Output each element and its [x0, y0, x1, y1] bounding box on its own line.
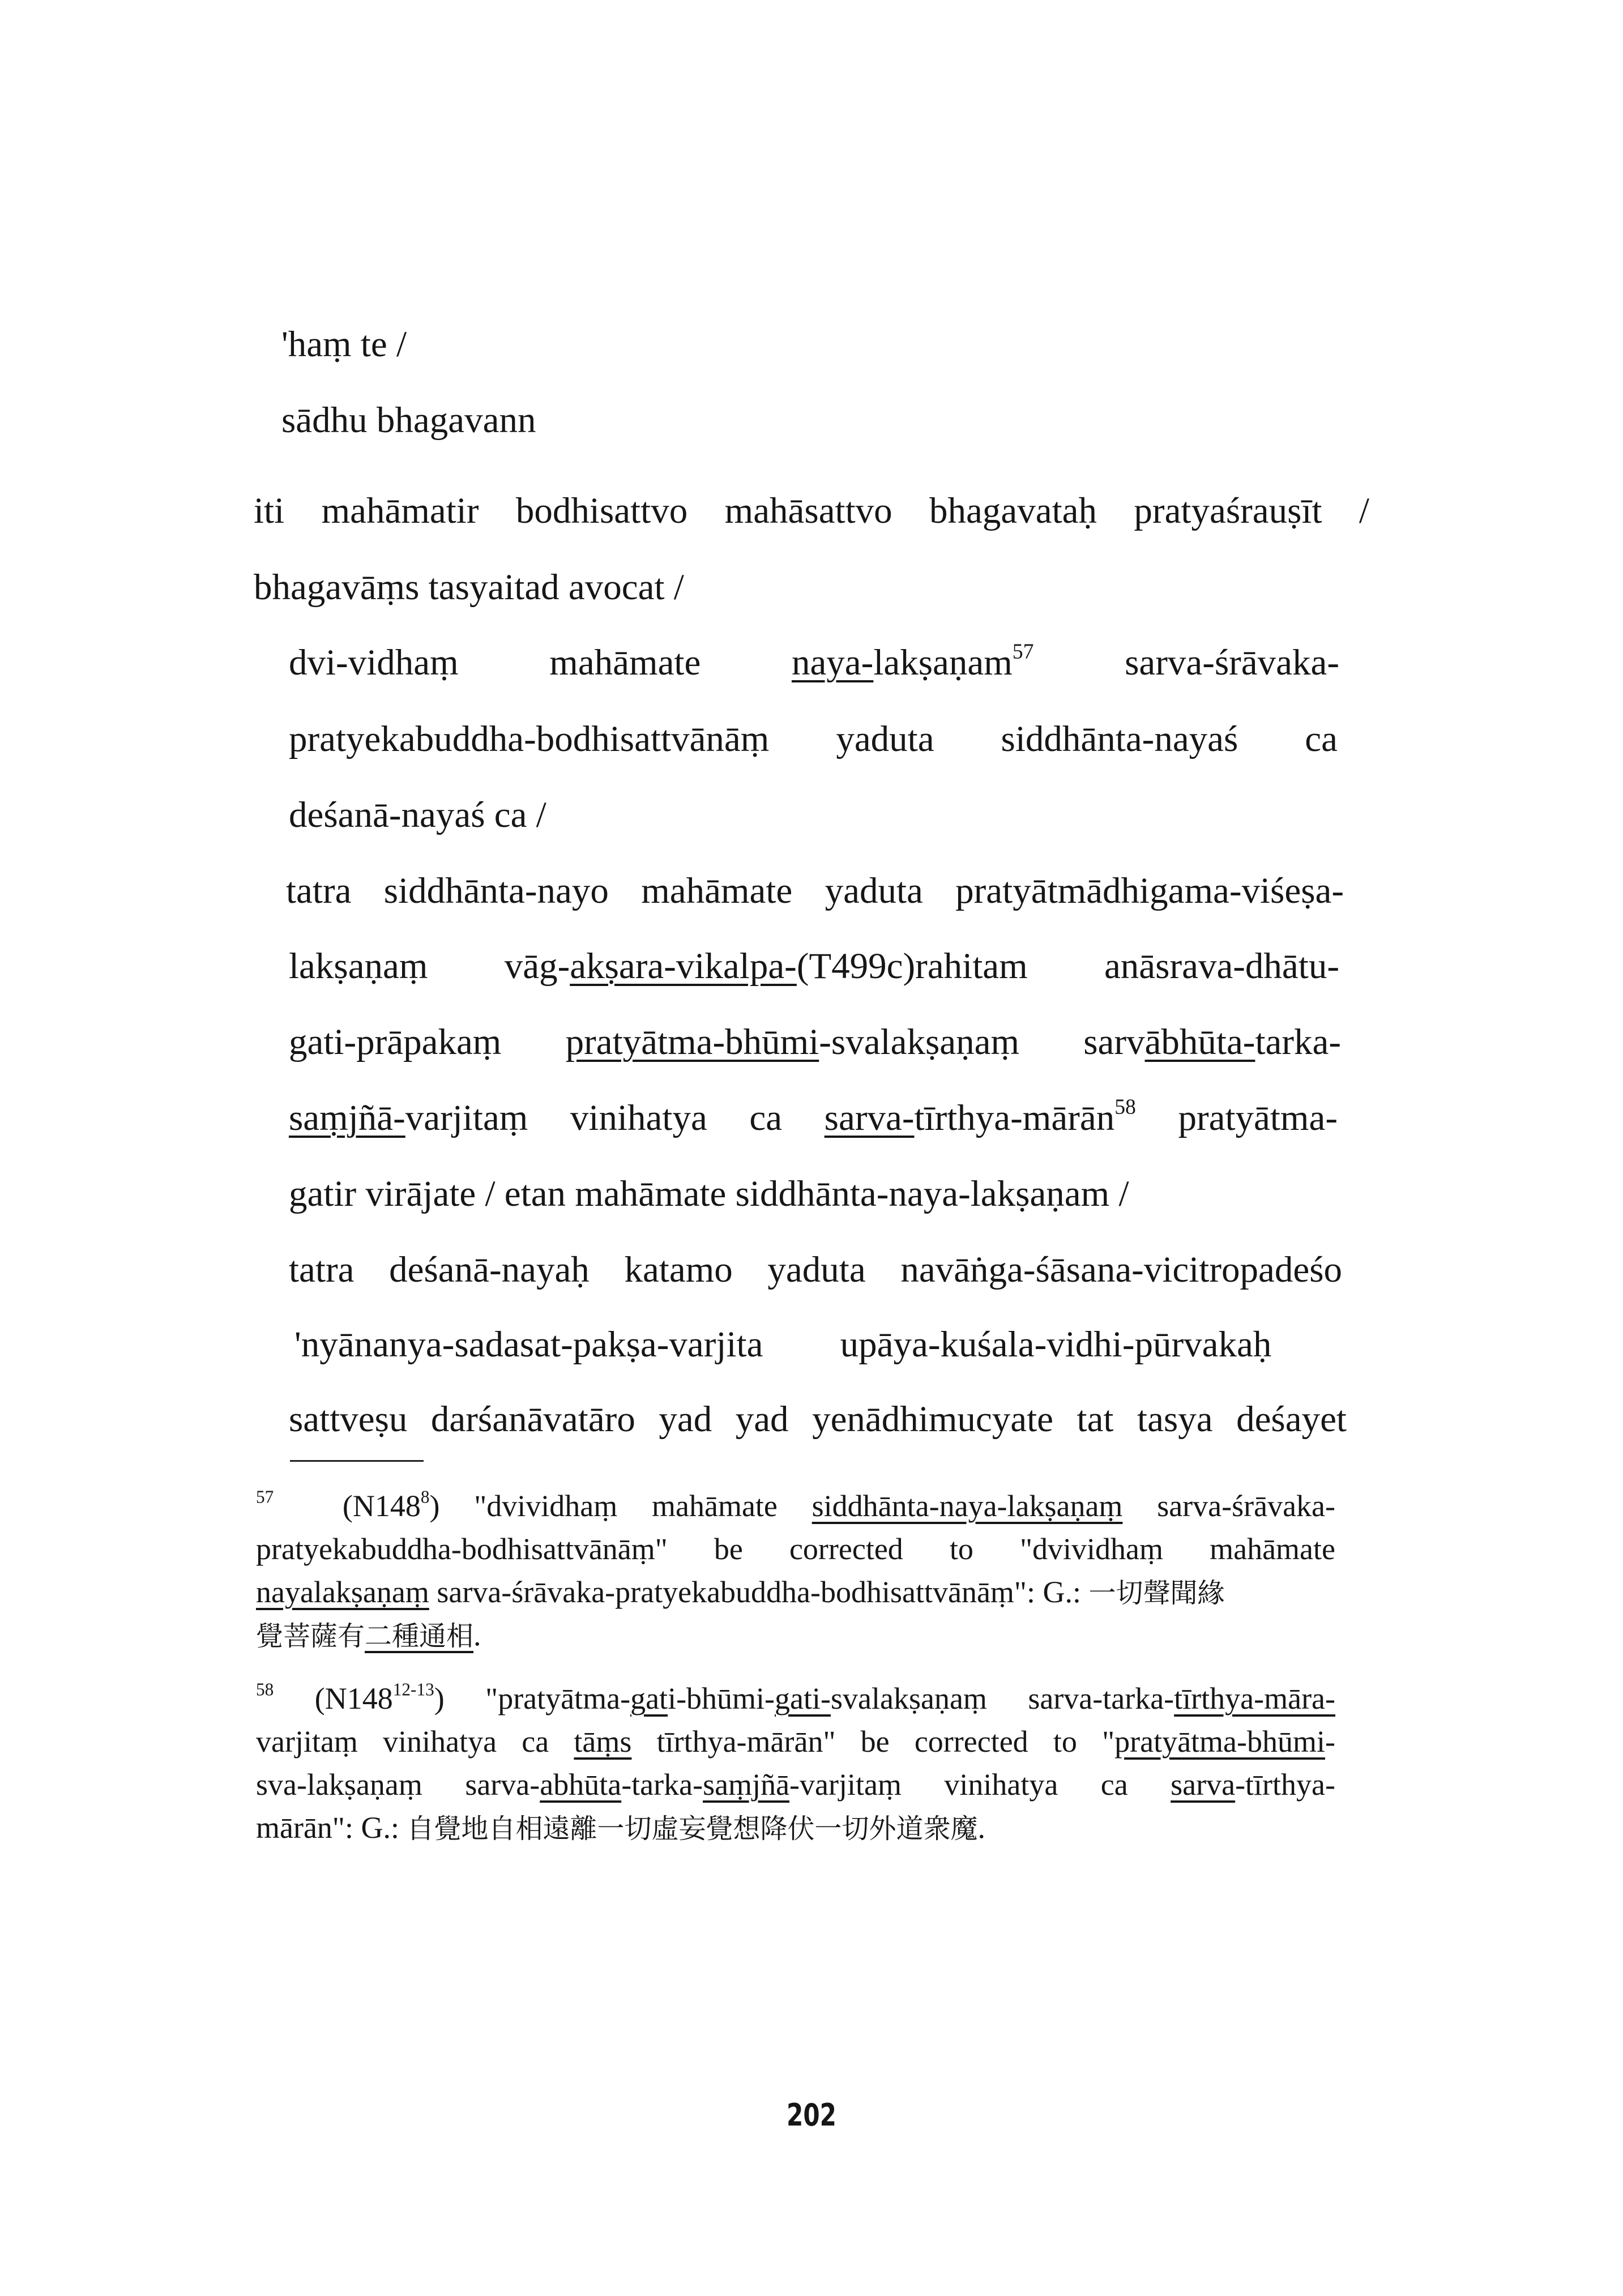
line-6: pratyekabuddha-bodhisattvānāṃ yaduta siddhānta-nayaś ca	[289, 719, 1338, 759]
footnote-57-line-4: 覺菩薩有二種通相.	[256, 1618, 481, 1652]
line-13: tatra deśanā-nayaḥ katamo yaduta navāṅga-śāsana-vicitropadeśo	[289, 1249, 1342, 1290]
footnote-58-line-4: mārān": G.: 自覺地自相遠離一切虛妄覺想降伏一切外道衆魔.	[256, 1811, 985, 1845]
footnote-57-line-1: $^{57}$ $(N148^8)$ "dvividhaṃ mahāmate siddhānta-naya-lakṣaṇaṃ sarva-śrāvaka-	[256, 1487, 1335, 1523]
line-5: dvi-vidhaṃ mahāmate naya-lakṣaṇam$^{57}$ sarva-śrāvaka-	[289, 639, 1339, 683]
footnote-57-line-2: pratyekabuddha-bodhisattvānāṃ" be corrected to "dvividhaṃ mahāmate	[256, 1532, 1335, 1566]
footnote-58-line-3: sva-lakṣaṇaṃ sarva-abhūta-tarka-saṃjñā-varjitaṃ vinihatya ca sarva-tīrthya-	[256, 1768, 1335, 1802]
line-10: gati-prāpakaṃ pratyātma-bhūmi-svalakṣaṇaṃ sarvābhūta-tarka-	[289, 1022, 1341, 1062]
footnote-separator	[290, 1460, 424, 1462]
line-2: sādhu bhagavann	[281, 400, 536, 441]
line-1: 'haṃ te /	[281, 324, 407, 365]
footnote-58-line-2: varjitaṃ vinihatya ca tāṃs tīrthya-mārān" be corrected to "pratyātma-bhūmi-	[256, 1725, 1335, 1759]
footnote-57-line-3: nayalakṣaṇaṃ sarva-śrāvaka-pratyekabuddha-bodhisattvānāṃ": G.: 一切聲聞緣	[256, 1575, 1225, 1609]
footnote-58-line-1: $^{58}$ (N148$^{12-13}$) "pratyātma-gati-bhūmi-gati-svalakṣaṇaṃ sarva-tarka-tīrthya-māra-	[256, 1679, 1336, 1715]
line-12: gatir virājate / etan mahāmate siddhānta-naya-lakṣaṇam /	[289, 1173, 1129, 1214]
line-8: tatra siddhānta-nayo mahāmate yaduta pratyātmādhigama-viśeṣa-	[286, 870, 1344, 911]
line-11: saṃjñā-varjitaṃ vinihatya ca sarva-tīrthya-mārān$^{58}$ pratyātma-	[289, 1095, 1338, 1138]
footnote-ref-57[interactable]: 57	[1012, 639, 1034, 664]
line-3: iti mahāmatir bodhisattvo mahāsattvo bhagavataḥ pratyaśrauṣīt /	[254, 490, 1369, 531]
line-4: bhagavāṃs tasyaitad avocat /	[254, 567, 684, 608]
footnote-57-number: 57	[256, 1487, 274, 1507]
line-14: 'nyānanya-sadasat-pakṣa-varjita upāya-kuśala-vidhi-pūrvakaḥ	[294, 1324, 1272, 1365]
line-9: lakṣaṇaṃ vāg-akṣara-vikalpa-(T499c)rahitam anāsrava-dhātu-	[289, 946, 1339, 987]
page-number: 202	[787, 2097, 836, 2133]
line-15: sattveṣu darśanāvatāro yad yad yenādhimucyate tat tasya deśayet	[289, 1399, 1347, 1440]
line-7: deśanā-nayaś ca /	[289, 795, 546, 835]
footnote-58-number: 58	[256, 1679, 274, 1700]
footnote-ref-58[interactable]: 58	[1114, 1095, 1136, 1119]
